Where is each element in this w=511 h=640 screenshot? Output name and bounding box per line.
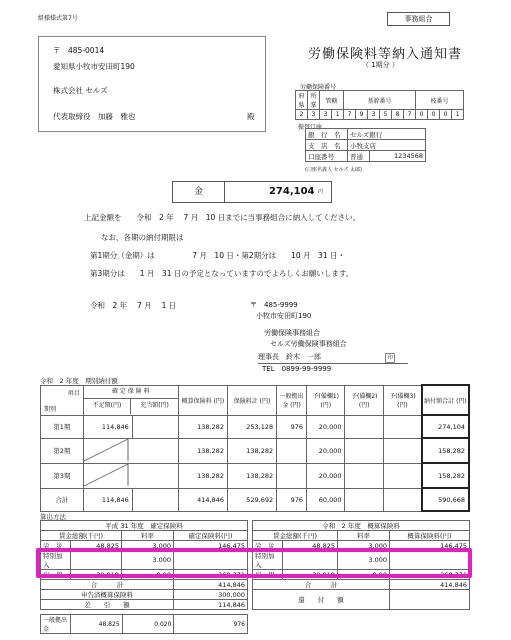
header-estimated-total: 保険料計 (円): [227, 385, 276, 415]
branch-name-key: 支 店 名: [306, 140, 348, 151]
calc-rate: 9.00: [122, 570, 174, 580]
issue-date: 令和 2 年 7 月 1 日: [90, 301, 177, 310]
header-item: 項目: [67, 389, 80, 397]
col-wage: 賃金総額(千円): [41, 531, 122, 541]
calc-amount: [390, 590, 470, 610]
header-total: 納付額合計 (円): [422, 385, 469, 415]
ins-digit: 0: [440, 110, 452, 120]
general-contribution-row: [40, 614, 248, 634]
calc-key: 労 災: [253, 541, 283, 551]
calc-row: [41, 590, 248, 600]
insurance-number-table: [295, 90, 464, 120]
header-estimated: 概算保険料 (円): [178, 385, 227, 415]
calc-key: 差 引 額: [41, 600, 174, 610]
calc-rate: 3.000: [338, 551, 390, 570]
amount-value: 274,104: [268, 186, 315, 197]
header-period: 期別: [44, 405, 57, 413]
estimated-title: 令和 2 年度 概算保険料: [253, 521, 470, 531]
recipient-address-block: [38, 36, 266, 132]
diagonal-slash: [84, 464, 172, 486]
sender-block: [250, 300, 408, 375]
recipient-company: 株式会社 セルズ: [53, 86, 108, 95]
calc-rate: 3.000: [122, 541, 174, 551]
schedule-title: 令和 2 年度 期別納付額: [40, 377, 118, 385]
account-number-value: 1234568: [370, 151, 426, 162]
ins-digit: 1: [452, 110, 464, 120]
calc-wage: 48,825: [71, 541, 122, 551]
calc-key: 申告済概算保険料: [41, 590, 174, 600]
calc-amount: 114,846: [174, 600, 248, 610]
bank-name-value: セルズ銀行: [348, 129, 426, 140]
office-label-box: 事務組合: [387, 12, 450, 26]
row-prep1: 20,000: [307, 415, 345, 438]
row-estimated-total: 138,282: [227, 438, 276, 463]
row-period: 合計: [41, 488, 84, 511]
calc-amount: 414,846: [390, 580, 470, 590]
calc-key: 合 計: [253, 580, 390, 590]
ins-digit: 1: [332, 110, 344, 120]
amount-label: 金: [173, 182, 225, 202]
footer-amount: 976: [174, 615, 248, 634]
row-prep3: [383, 488, 421, 511]
calc-key: 特別加入: [41, 551, 71, 570]
document-title: 労働保険料等納入通知書: [308, 47, 463, 62]
sender-chief: 理事長 鈴木 一郎: [258, 353, 321, 361]
ins-header-prefecture: 府県: [296, 91, 308, 110]
account-holder-note: (口座名義人 セルズ 太郎): [305, 167, 362, 173]
sender-postal: 〒 485-9999: [250, 301, 298, 309]
ins-digit: 2: [296, 110, 308, 120]
col-rate: 料率: [338, 531, 390, 541]
calc-key: 特別加入: [253, 551, 283, 570]
row-estimated: 138,282: [178, 438, 227, 463]
row-prep1: 20,000: [307, 463, 345, 488]
ins-digit: 3: [320, 110, 332, 120]
calc-amount: 146,475: [174, 541, 248, 551]
row-prep1: 20,000: [307, 438, 345, 463]
sender-tel: TEL 0899-99-9999: [262, 365, 332, 373]
period-label: （ 1期分 ）: [362, 61, 399, 69]
col-confirmed: 確定保険料(円): [174, 531, 248, 541]
calc-wage: 29,819: [71, 570, 122, 580]
deadline-intro: なお、各期の納付期限は: [101, 233, 184, 242]
calc-row: [253, 590, 470, 610]
calc-amount: 146,475: [390, 541, 470, 551]
sender-org1: 労働保険事務組合: [264, 329, 320, 337]
branch-name-value: 小牧支店: [348, 140, 426, 151]
calc-rate: 9.00: [338, 570, 390, 580]
ins-digit: 8: [392, 110, 404, 120]
row-period: 第2期: [41, 438, 84, 463]
deadline-period-3: 第3期分は 1 月 31 日の予定となっていますのでよろしくお願いします。: [90, 269, 354, 278]
row-prep3: [383, 463, 421, 488]
insurance-number-label: 労働保険番号: [300, 84, 337, 91]
col-estimated: 概算保険料(円): [390, 531, 470, 541]
header-short: 不足額(円): [84, 399, 132, 414]
header-excess: 充当額(円): [140, 402, 169, 409]
row-period: 第1期: [41, 415, 84, 438]
schedule-table: [40, 384, 470, 512]
calc-rate: 3.000: [338, 541, 390, 551]
row-general: [277, 463, 307, 488]
row-prep2: [345, 463, 383, 488]
highlight-box: [36, 548, 472, 578]
ins-digit: 3: [368, 110, 380, 120]
bank-table: [305, 128, 426, 162]
ins-header-jurisdiction: 所掌: [308, 91, 320, 110]
ins-header-office: 管轄: [320, 91, 344, 110]
recipient-address: 愛知県小牧市安田町190: [53, 62, 135, 71]
schedule-row: [41, 438, 470, 463]
deadline-period-1-2: 第1期分（金期）は 7 月 10 日・第2期分は 10 月 31 日・: [90, 251, 345, 260]
row-excess: [133, 416, 178, 438]
row-total: 158,282: [422, 463, 469, 488]
row-estimated-total: 253,128: [227, 415, 276, 438]
calc-amount: 414,846: [174, 580, 248, 590]
calc-key: 還 付 額: [253, 590, 390, 610]
footer-rate: 0.020: [122, 615, 174, 634]
row-estimated-total: 529,692: [227, 488, 276, 511]
ins-digit: 3: [308, 110, 320, 120]
row-total: 158,282: [422, 438, 469, 463]
header-prep3: 予(備欄3) (円): [383, 385, 421, 415]
ins-digit: 5: [380, 110, 392, 120]
due-date-paragraph: 上記金額を 令和 2 年 7 月 10 日までに当事務組合に納入してください。: [84, 213, 361, 222]
row-general: 976: [277, 415, 307, 438]
recipient-representative: 代表取締役 加藤 雅也: [53, 112, 136, 121]
calc-wage: 29,819: [283, 570, 338, 580]
row-period: 第3期: [41, 463, 84, 488]
calc-rate: 3.000: [122, 551, 174, 570]
calc-row: [41, 600, 248, 610]
ins-digit: 9: [356, 110, 368, 120]
schedule-row-total: [41, 488, 470, 511]
recipient-postal: 〒 485-0014: [53, 46, 105, 55]
sender-org2: セルズ労働保険事務組合: [270, 340, 347, 348]
bank-label: 振替口座: [298, 124, 323, 131]
calc-key: 労 災: [41, 541, 71, 551]
ins-digit: 0: [428, 110, 440, 120]
footer-wage: 48,825: [70, 615, 122, 634]
ins-digit: 0: [416, 110, 428, 120]
row-general: [277, 438, 307, 463]
schedule-row: [41, 415, 470, 438]
col-wage: 賃金総額(千円): [253, 531, 338, 541]
sender-address: 小牧市安田町190: [256, 312, 312, 320]
row-prep2: [345, 415, 383, 438]
calc-row: [253, 580, 470, 590]
account-number-key: 口座番号: [306, 151, 348, 162]
calc-method-label: 算出方法: [40, 513, 66, 521]
header-prep2: 予(備欄2) (円): [345, 385, 383, 415]
ins-header-base: 基幹番号: [344, 91, 416, 110]
row-short: 114,846: [84, 416, 133, 438]
calc-amount: 268,371: [390, 570, 470, 580]
bank-name-key: 銀 行 名: [306, 129, 348, 140]
col-rate: 料率: [122, 531, 174, 541]
row-prep1: 60,000: [307, 488, 345, 511]
amount-unit: 円: [317, 189, 323, 195]
seal-box: 印: [385, 353, 395, 363]
amount-value-wrap: [225, 182, 331, 202]
account-type: 普通: [348, 151, 370, 162]
amount-box: [172, 181, 332, 203]
recipient-honorific: 殿: [247, 112, 255, 121]
row-prep3: [383, 438, 421, 463]
calc-wage: 48,825: [283, 541, 338, 551]
row-prep2: [345, 438, 383, 463]
row-short: 114,846: [84, 489, 133, 511]
confirmed-title: 平成 31 年度 確定保険料: [41, 521, 248, 531]
header-general: 一般拠出金 (円): [277, 385, 307, 415]
calc-row: [41, 580, 248, 590]
ins-digit: 7: [404, 110, 416, 120]
header-prep1: 予(備欄1) (円): [307, 385, 345, 415]
row-prep3: [383, 415, 421, 438]
row-total: 590,668: [422, 488, 469, 511]
ins-header-branch: 枝番号: [416, 91, 464, 110]
calc-amount: 268,371: [174, 570, 248, 580]
footer-key: 一般拠出金: [41, 615, 71, 634]
calc-key: 合 計: [41, 580, 174, 590]
calc-key: 雇 用: [41, 570, 71, 580]
row-prep2: [345, 488, 383, 511]
header-confirmed-title: 確 定 保 険 料: [84, 386, 178, 399]
row-estimated: 138,282: [178, 415, 227, 438]
schedule-row: [41, 463, 470, 488]
calc-key: 雇 用: [253, 570, 283, 580]
header-confirmed: [83, 385, 178, 415]
row-total: 274,104: [422, 415, 469, 438]
diagonal-slash: [84, 439, 172, 461]
form-code: 組様様式第7号: [38, 15, 78, 22]
ins-digit: 7: [344, 110, 356, 120]
header-item-period: [41, 385, 84, 415]
row-excess: [133, 489, 178, 511]
row-estimated: 414,846: [178, 488, 227, 511]
calc-amount: 300,000: [174, 590, 248, 600]
row-estimated: 138,282: [178, 463, 227, 488]
row-estimated-total: 138,282: [227, 463, 276, 488]
row-general: 976: [277, 488, 307, 511]
